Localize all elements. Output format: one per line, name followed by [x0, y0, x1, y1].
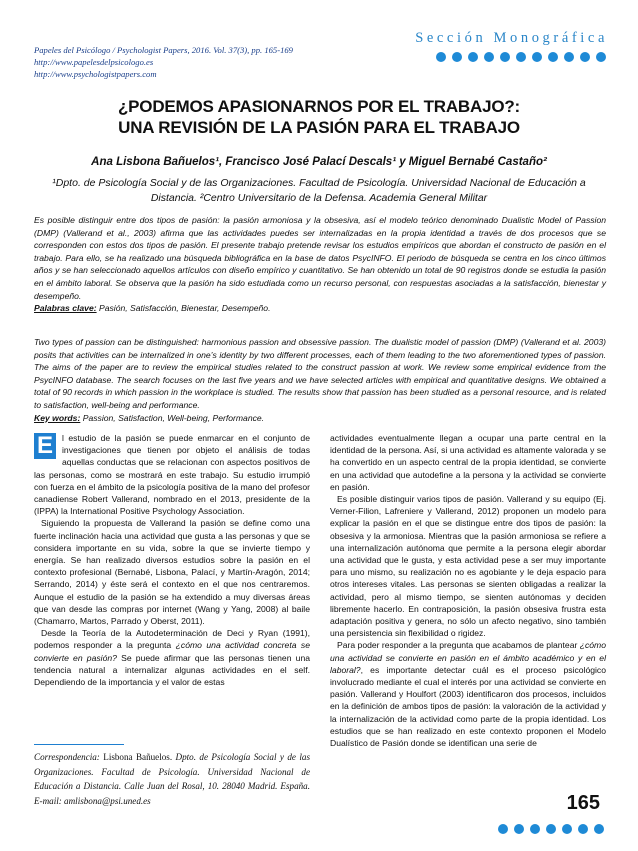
journal-header [34, 44, 374, 80]
decor-dot [594, 824, 604, 834]
correspondence-name: Lisbona Bañuelos. [99, 752, 173, 762]
abstract-spanish [34, 214, 606, 315]
body-paragraph-text: , es importante detectar cuál es el proceso psicológico involucrado mediante el cual el interés por una actividad se convierte en pasión. Vallerand y Houlfort (2003) identificaron dos procesos, incluidos en la definición de ambos tipos de pasión: la valoración de la actividad y la internalización de la actividad como parte de la propia identidad. Los estudios que se han realizado en este contexto proponen el Modelo Dualístico de Pasión donde se identifican una serie de [330, 664, 606, 749]
body-paragraph: actividades eventualmente llegan a ocupar una parte central en la identidad de la persona. Así, si una actividad es altamente valorada y se ha convertido en un aspecto central de la propia identidad, se convierte en una actividad que autodefine a la persona y la actividad se convierte en pasión. [330, 433, 606, 492]
decor-dot [484, 52, 494, 62]
affiliation: ¹Dpto. de Psicología Social y de las Organizaciones. Facultad de Psicología. Universidad Nacional de Educación a Distancia. ²Centro Universitario de la Defensa. Academia General Militar [52, 177, 586, 204]
decor-dot [562, 824, 572, 834]
body-paragraph-text: Para poder responder a la pregunta que acabamos de plantear [337, 640, 580, 651]
body-paragraph-text: l estudio de la pasión se puede enmarcar en el conjunto de investigaciones que tienen por objeto el análisis de todas aquellas conductas que se relacionan con aspectos positivos de las personas, como se mostrará en este trabajo. Su estudio irrumpió con fuerza en el ámbito de la psicología positiva de la mano del profesor canadiense Robert Vallerand, nombrado en el 2013, presidente de la (IPPA) la International Positive Psychology Association. [34, 433, 310, 517]
correspondence-text: Dpto. de Psicología Social y de las Organizaciones. Facultad de Psicología. Universidad Nacional de Educación a Distancia. Calle Juan del Rosal, 10. 28040 Madrid. España. E-mail: amlisbona@psi.uned.es [34, 752, 310, 806]
body-paragraph [330, 639, 606, 749]
article-title-line-1: ¿PODEMOS APASIONARNOS POR EL TRABAJO?: [117, 97, 520, 116]
body-question: ¿cómo una actividad se convierte en pasión en el ámbito académico y en el laboral? [330, 640, 606, 675]
body-paragraph [34, 432, 310, 517]
decor-dot [578, 824, 588, 834]
body-paragraph [34, 627, 310, 688]
journal-citation: Papeles del Psicólogo / Psychologist Papers, 2016. Vol. 37(3), pp. 165-169 [34, 45, 293, 55]
article-title-line-2: UNA REVISIÓN DE LA PASIÓN PARA EL TRABAJO [118, 118, 520, 137]
keywords-label-es: Palabras clave: [34, 303, 97, 314]
body-paragraph-text: Se puede afirmar que las personas tienen una tendencia natural a internalizar algunas actividades en el self. Dependiendo de la importancia y el valor de estas [34, 652, 310, 688]
body-paragraph: Es posible distinguir varios tipos de pasión. Vallerand y su equipo (Ej. Verner-Filion, Lafreniere y Vallerand, 2012) proponen un modelo para explicar la pasión en el que se distingue entre dos tipos de pasión: la obsesiva y la armoniosa. Mientras que la pasión armoniosa se refiere a una internalización autónoma que permite a la persona elegir abordar una actividad que le gusta, y esta actividad pese a ser muy importante para uno mismo, su realización no es agobiante y le deja espacio para otros intereses vitales. Las personas se sienten obligadas a realizar la actividad, pero al mismo tiempo, se sienten autónomas y deciden libremente hacerlo. En contraposición, la pasión obsesiva frustra esta adaptación positiva y genera, no sólo un afecto negativo, sino también una persistencia sin flexibilidad o rigidez. [330, 494, 606, 639]
decor-dot [546, 824, 556, 834]
body-column-right [330, 432, 606, 749]
decor-dot [452, 52, 462, 62]
decor-dot [548, 52, 558, 62]
page-number: 165 [566, 792, 600, 814]
footer-dot-row [498, 824, 604, 834]
decor-dot [500, 52, 510, 62]
decor-dot [514, 824, 524, 834]
keywords-es: Pasión, Satisfacción, Bienestar, Desempeño. [98, 303, 271, 314]
abstract-english [34, 336, 606, 424]
decor-dot [532, 52, 542, 62]
drop-cap: E [34, 433, 56, 459]
body-paragraph-text: Desde la Teoría de la Autodeterminación de Deci y Ryan (1991), podemos responder a la pregunta [34, 628, 310, 651]
abstract-spanish-text: Es posible distinguir entre dos tipos de pasión: la pasión armoniosa y la obsesiva, así el modelo teórico denominado Dualistic Model of Passion (DMP) (Vallerand et al., 2003) afirma que las actividades puedes ser internalizadas en la propia identidad a través de dos procesos que se corresponden con estos dos tipos de pasión. El presente trabajo pretende revisar los estudios empíricos que abordan el constructo de pasión en el trabajo. Para ello, se ha realizado una búsqueda bibliográfica en la base de datos PsycINFO. El periodo de búsqueda se centra en los cinco últimos años y se han seleccionado aquellos artículos con diseño empírico y cuantitativo. Se han obtenido un total de 90 registros donde se estudia la pasión en el ámbito laboral. Se observa que la pasión ha sido estudiada como un recurso personal, con respuestas asociadas a la satisfacción, bienestar y desempeño. [34, 215, 606, 301]
decor-dot [530, 824, 540, 834]
body-question: ¿cómo una actividad concreta se convierte en pasión? [34, 640, 311, 663]
decor-dot [564, 52, 574, 62]
article-title [0, 96, 638, 138]
keywords-en: Passion, Satisfaction, Well-being, Performance. [82, 412, 265, 423]
keywords-label-en: Key words: [34, 412, 81, 423]
section-label: Sección Monográfica [415, 30, 608, 46]
journal-url-es[interactable]: http://www.papelesdelpsicologo.es [34, 57, 154, 67]
journal-url-en[interactable]: http://www.psychologistpapers.com [34, 69, 157, 79]
correspondence-note [34, 750, 310, 808]
abstract-english-text: Two types of passion can be distinguished: harmonious passion and obsessive passion. The dualistic model of passion (DMP) (Vallerand et al. 2003) posits that activities can be internalized in one’s identity by two different processes, each of them leading to the two aforementioned types of passion. The aims of the paper are to review the empirical studies related to the construct passion at work. We review some empirical evidence from the PsycINFO database. The search focuses on the last five years and we have selected articles with empirical and quantitative designs. We obtained a total of 90 records in which passion in the workplace is studied. The results show that passion has been studied as a personal resource, and is related to satisfaction, well-being and performance. [34, 337, 606, 410]
correspondence-label: Correspondencia: [34, 752, 100, 762]
decor-dot [498, 824, 508, 834]
decor-dot [516, 52, 526, 62]
body-paragraph: Siguiendo la propuesta de Vallerand la pasión se define como una fuerte inclinación hacia una actividad que gusta a las personas y que se considera importante en su vida, sobre la que se invierte tiempo y energía. Se han realizado diversos estudios sobre la pasión en el contexto profesional (Bernabé, Lisbona, Palací, y Martín-Aragón, 2014; Serrando, 2014) y éste será el contexto en el que nos centraremos. Aunque el estudio de la pasión se ha extendido a muy diversas áreas que van desde las compras por internet (Wang y Yang, 2008) al baile (Chamarro, Martos, Parrado y Oberst, 2011). [34, 518, 310, 627]
header-dot-row [436, 52, 606, 62]
body-column-left [34, 432, 310, 688]
decor-dot [596, 52, 606, 62]
decor-dot [580, 52, 590, 62]
decor-dot [468, 52, 478, 62]
decor-dot [436, 52, 446, 62]
footnote-divider [34, 744, 124, 745]
authors: Ana Lisbona Bañuelos¹, Francisco José Palací Descals¹ y Miguel Bernabé Castaño² [91, 156, 547, 168]
